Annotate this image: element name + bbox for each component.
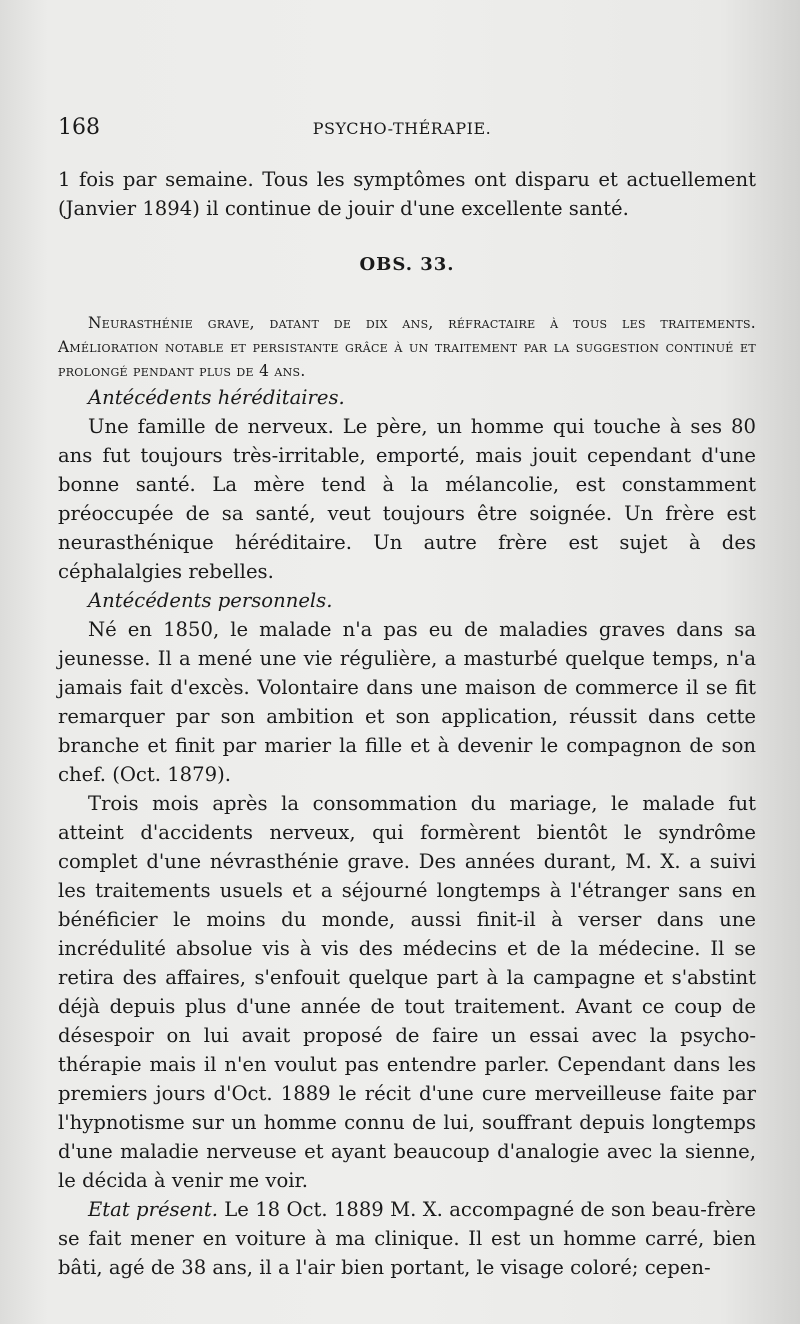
observation-title: OBS. 33. — [359, 254, 455, 275]
page-body — [58, 165, 756, 1282]
heading-hereditary-antecedents: Antécédents héréditaires. — [88, 386, 345, 409]
paragraph-three-months: Trois mois après la consommation du mariage, le malade fut atteint d'accidents nerveux, qui formèrent bientôt le syndrôme complet d'une névrasthénie grave. Des années durant, M. X. a suivi les traitements usuels et a séjourné longtemps à l'étranger sans en bénéficier le moins du monde, aussi finit-il à verser dans une incrédulité absolue vis à vis des médecins et de la médecine. Il se retira des affaires, s'enfouit quelque part à la campagne et s'abstint déjà depuis plus d'une année de tout traitement. Avant ce coup de désespoir on lui avait proposé de faire un essai avec la psycho-thérapie mais il n'en voulut pas entendre parler. Cependant dans les premiers jours d'Oct. 1889 le récit d'une cure merveilleuse faite par l'hypnotisme sur un homme connu de lui, souffrant depuis longtemps d'une maladie nerveuse et ayant beaucoup d'analogie avec la sienne, le décida à venir me voir. — [58, 792, 756, 1192]
paragraph-intro: 1 fois par semaine. Tous les symptômes ont disparu et actuellement (Janvier 1894) il continue de jouir d'une excellente santé. — [58, 168, 756, 220]
page-number: 168 — [58, 115, 100, 140]
present-state-label: Etat présent. — [88, 1198, 218, 1221]
page-header — [58, 115, 746, 145]
paragraph-personal: Né en 1850, le malade n'a pas eu de maladies graves dans sa jeunesse. Il a mené une vie régulière, a masturbé quelque temps, n'a jamais fait d'excès. Volontaire dans une maison de commerce il se fit remarquer par son ambition et son application, réussit dans cette branche et finit par marier la fille et à devenir le compagnon de son chef. (Oct. 1879). — [58, 618, 756, 786]
paragraph-present-state — [58, 1195, 756, 1282]
present-state-text: Le 18 Oct. 1889 M. X. accompagné de son beau-frère se fait mener en voiture à ma clinique. Il est un homme carré, bien bâti, agé de 38 ans, il a l'air bien portant, le visage coloré; cepen- — [58, 1198, 756, 1279]
case-title: Neurasthénie grave, datant de dix ans, réfractaire à tous les traitements. Amélioration notable et persistante grâce à un traitement par la suggestion continué et prolongé pendant plus de 4 ans. — [58, 314, 756, 380]
running-title: PSYCHO-THÉRAPIE. — [312, 119, 492, 138]
heading-personal-antecedents: Antécédents personnels. — [88, 589, 333, 612]
paragraph-hereditary: Une famille de nerveux. Le père, un homme qui touche à ses 80 ans fut toujours très-irritable, emporté, mais jouit cependant d'une bonne santé. La mère tend à la mélancolie, est constamment préoccupée de sa santé, veut toujours être soignée. Un frère est neurasthénique héréditaire. Un autre frère est sujet à des céphalalgies rebelles. — [58, 415, 756, 583]
